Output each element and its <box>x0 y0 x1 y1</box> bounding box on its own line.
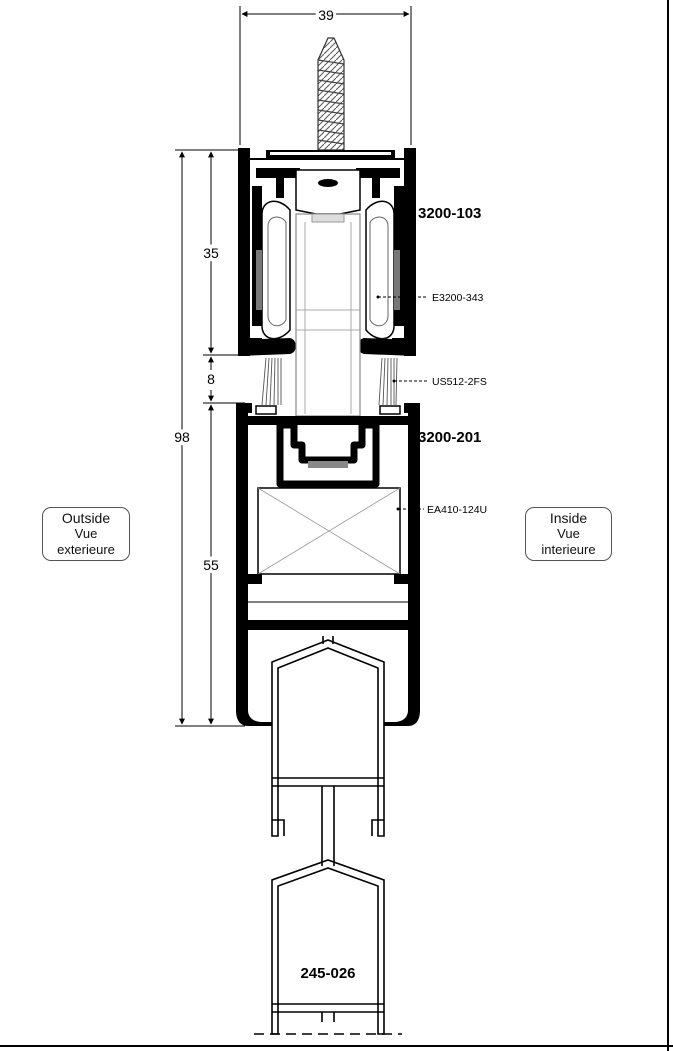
sash-profile-upper <box>272 636 384 836</box>
callout-glazing-insert-text: E3200-343 <box>432 292 484 304</box>
sash-profile-lower <box>254 836 402 1034</box>
head-profile-label: 3200-103 <box>418 205 482 222</box>
height-dimensions <box>174 150 245 726</box>
screw-icon <box>318 38 344 150</box>
sill-profile-label: 3200-201 <box>418 429 482 446</box>
top-section-height-value: 35 <box>203 245 219 261</box>
outside-label <box>42 507 130 561</box>
sash-insert <box>296 214 360 416</box>
inside-label-fr: Vue interieure <box>541 526 596 557</box>
bottom-section-height-value: 55 <box>203 557 219 573</box>
inside-label <box>525 507 612 561</box>
inside-label-en: Inside <box>549 510 588 526</box>
outside-label-en: Outside <box>61 510 111 526</box>
width-dimension-value: 39 <box>318 7 334 23</box>
sash-profile-label: 245-026 <box>300 965 356 982</box>
gap-height-value: 8 <box>207 371 215 387</box>
callout-weatherstrip <box>394 376 487 388</box>
sill-profile <box>236 403 420 726</box>
outside-label-fr: Vue exterieure <box>57 526 115 557</box>
overall-height-value: 98 <box>174 429 190 445</box>
callout-thermal-break-text: EA410-124U <box>427 504 488 516</box>
callout-weatherstrip-text: US512-2FS <box>432 376 487 388</box>
